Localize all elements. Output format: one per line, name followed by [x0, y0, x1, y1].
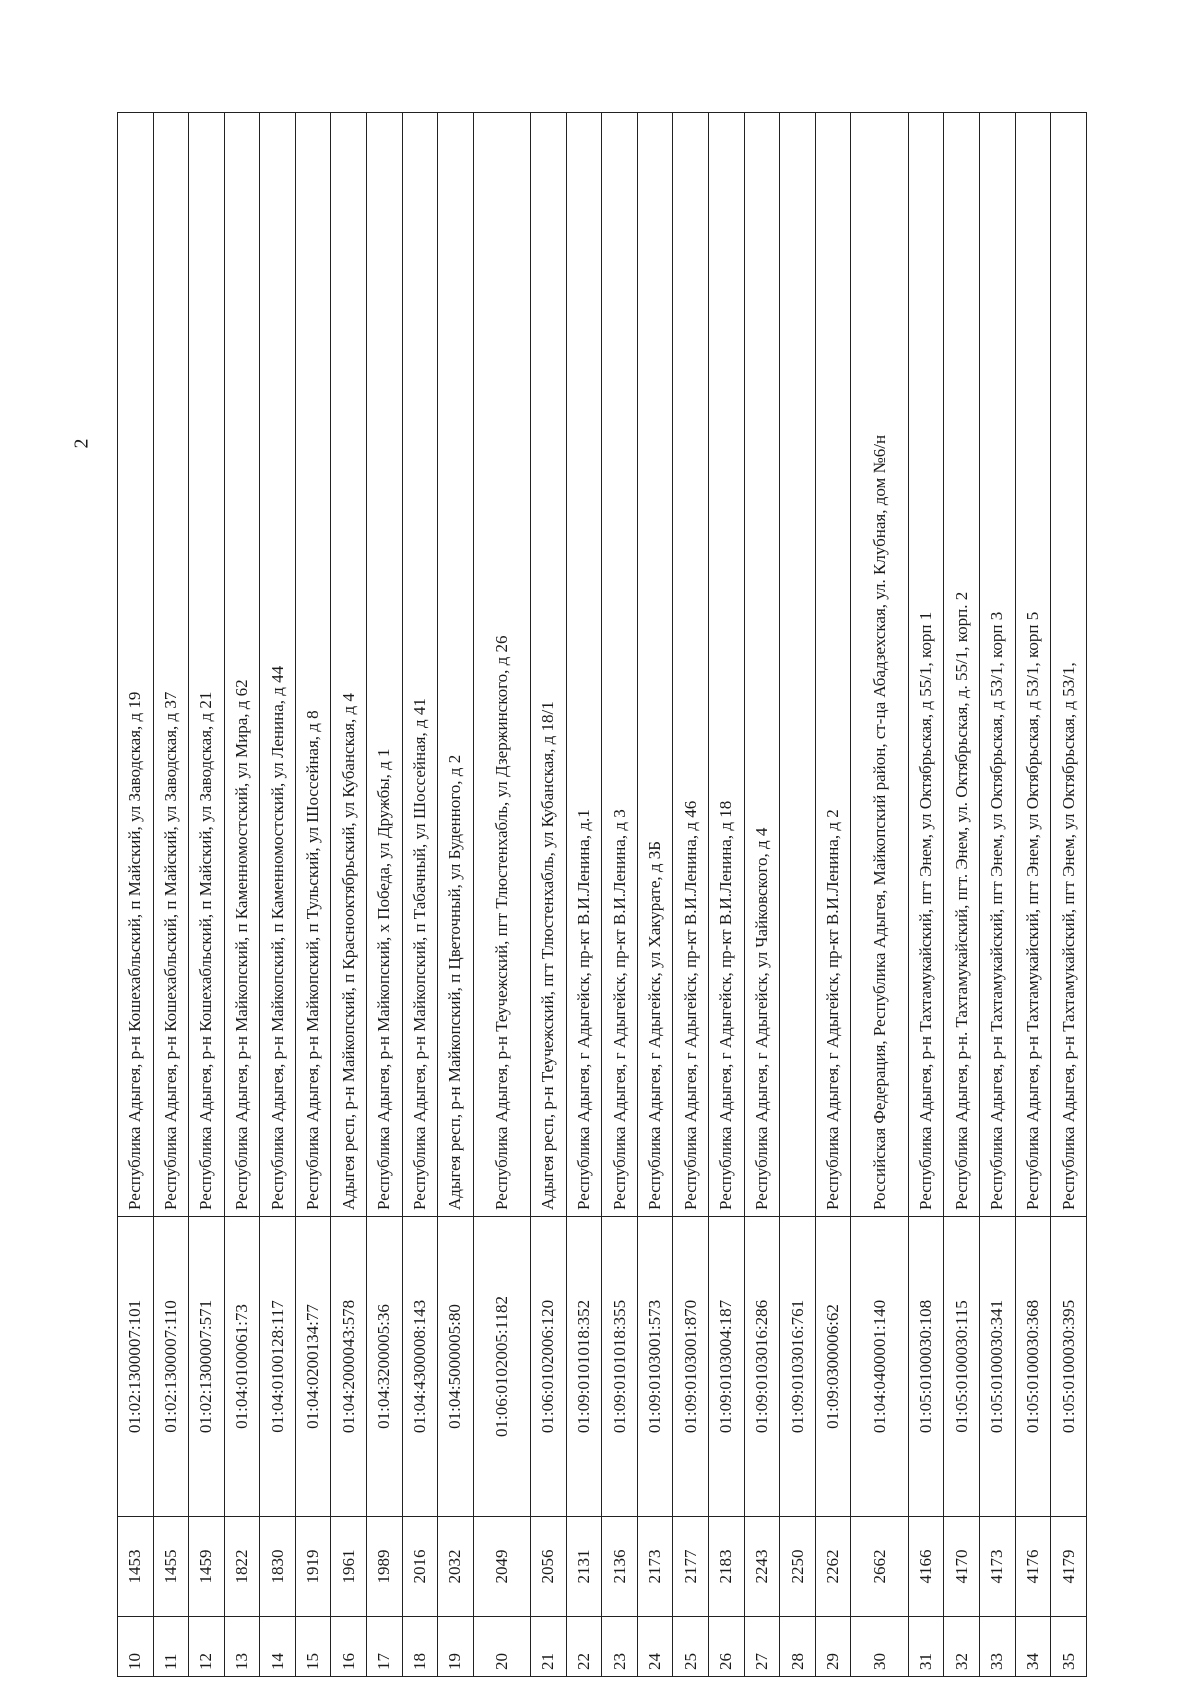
address-cell: Республика Адыгея, г Адыгейск, пр-кт В.И.Ленина, д.1: [566, 113, 602, 1217]
object-code-cell: 4166: [908, 1517, 944, 1617]
cadastral-number-cell: 01:05:0100030:341: [979, 1217, 1015, 1517]
object-code-cell: 2173: [637, 1517, 673, 1617]
object-code-cell: 2032: [438, 1517, 474, 1617]
row-number-cell: 24: [637, 1617, 673, 1677]
address-cell: Республика Адыгея, г Адыгейск, пр-кт В.И.Ленина, д 18: [709, 113, 745, 1217]
cadastral-number-cell: 01:04:4300008:143: [402, 1217, 438, 1517]
object-code-cell: 4170: [944, 1517, 980, 1617]
row-number-cell: 33: [979, 1617, 1015, 1677]
table-row: [153, 113, 189, 1677]
cadastral-number-cell: 01:04:2000043:578: [331, 1217, 367, 1517]
cadastral-number-cell: 01:02:1300007:101: [118, 1217, 154, 1517]
cadastral-number-cell: 01:04:0400001:140: [851, 1217, 908, 1517]
address-cell: Республика Адыгея, р-н Майкопский, х Победа, ул Дружбы, д 1: [367, 113, 403, 1217]
table-row: [637, 113, 673, 1677]
address-cell: Республика Адыгея, р-н Кошехабльский, п Майский, ул Заводская, д 19: [118, 113, 154, 1217]
row-number-cell: 32: [944, 1617, 980, 1677]
table-row: [402, 113, 438, 1677]
row-number-cell: 18: [402, 1617, 438, 1677]
object-code-cell: 1455: [153, 1517, 189, 1617]
object-code-cell: 1822: [224, 1517, 260, 1617]
row-number-cell: 30: [851, 1617, 908, 1677]
row-number-cell: 14: [260, 1617, 296, 1677]
rotated-table-frame: [117, 113, 1087, 1677]
table-row: [531, 113, 567, 1677]
object-code-cell: 2056: [531, 1517, 567, 1617]
object-code-cell: 2250: [780, 1517, 816, 1617]
address-cell: Республика Адыгея, г Адыгейск, пр-кт В.И.Ленина, д 3: [602, 113, 638, 1217]
table-row: [1051, 113, 1087, 1677]
cadastral-number-cell: 01:04:0200134:77: [295, 1217, 331, 1517]
row-number-cell: 27: [744, 1617, 780, 1677]
object-code-cell: 2136: [602, 1517, 638, 1617]
address-cell: Республика Адыгея, г Адыгейск, пр-кт В.И.Ленина, д 46: [673, 113, 709, 1217]
row-number-cell: 16: [331, 1617, 367, 1677]
row-number-cell: 35: [1051, 1617, 1087, 1677]
object-code-cell: 2131: [566, 1517, 602, 1617]
cadastral-number-cell: 01:04:0100128:117: [260, 1217, 296, 1517]
row-number-cell: 29: [815, 1617, 851, 1677]
table-row: [709, 113, 745, 1677]
cadastral-number-cell: 01:09:0103001:573: [637, 1217, 673, 1517]
address-cell: Республика Адыгея, р-н Кошехабльский, п Майский, ул Заводская, д 37: [153, 113, 189, 1217]
row-number-cell: 12: [189, 1617, 225, 1677]
row-number-cell: 11: [153, 1617, 189, 1677]
table-row: [908, 113, 944, 1677]
table-row: [1015, 113, 1051, 1677]
object-code-cell: 1919: [295, 1517, 331, 1617]
object-code-cell: 2183: [709, 1517, 745, 1617]
row-number-cell: 23: [602, 1617, 638, 1677]
row-number-cell: 19: [438, 1617, 474, 1677]
row-number-cell: 13: [224, 1617, 260, 1677]
object-code-cell: 2262: [815, 1517, 851, 1617]
cadastral-number-cell: 01:06:0102005:1182: [473, 1217, 530, 1517]
object-code-cell: 1989: [367, 1517, 403, 1617]
address-cell: Республика Адыгея, р-н Тахтамукайский, пгт Энем, ул Октябрьская, д 55/1, корп 1: [908, 113, 944, 1217]
table-row: [815, 113, 851, 1677]
address-cell: Адыгея респ, р-н Майкопский, п Краснооктябрьский, ул Кубанская, д 4: [331, 113, 367, 1217]
cadastral-number-cell: 01:04:5000005:80: [438, 1217, 474, 1517]
object-code-cell: 1453: [118, 1517, 154, 1617]
address-cell: Российская Федерация, Республика Адыгея, Майкопский район, ст-ца Абадзехская, ул. Клубная, дом №6/н: [851, 113, 908, 1217]
row-number-cell: 15: [295, 1617, 331, 1677]
address-cell: Республика Адыгея, р-н Тахтамукайский, пгт Энем, ул Октябрьская, д 53/1, корп 3: [979, 113, 1015, 1217]
address-cell: Республика Адыгея, р-н Тахтамукайский, пгт Энем, ул Октябрьская, д 53/1, корп 5: [1015, 113, 1051, 1217]
property-table: [117, 112, 1087, 1677]
cadastral-number-cell: 01:09:0300006:62: [815, 1217, 851, 1517]
object-code-cell: 1459: [189, 1517, 225, 1617]
address-cell: Республика Адыгея, р-н Майкопский, п Тульский, ул Шоссейная, д 8: [295, 113, 331, 1217]
address-cell: Адыгея респ, р-н Теучежский, пгт Тлюстенхабль, ул Кубанская, д 18/1: [531, 113, 567, 1217]
cadastral-number-cell: 01:05:0100030:108: [908, 1217, 944, 1517]
object-code-cell: 2243: [744, 1517, 780, 1617]
table-row: [944, 113, 980, 1677]
table-row: [295, 113, 331, 1677]
address-cell: Республика Адыгея, р-н Майкопский, п Табачный, ул Шоссейная, д 41: [402, 113, 438, 1217]
row-number-cell: 34: [1015, 1617, 1051, 1677]
table-row: [780, 113, 816, 1677]
cadastral-number-cell: 01:09:0101018:352: [566, 1217, 602, 1517]
address-cell: Республика Адыгея, р-н Кошехабльский, п Майский, ул Заводская, д 21: [189, 113, 225, 1217]
address-cell: Адыгея респ, р-н Майкопский, п Цветочный, ул Буденного, д 2: [438, 113, 474, 1217]
row-number-cell: 10: [118, 1617, 154, 1677]
address-cell: Республика Адыгея, г Адыгейск, ул Чайковского, д 4: [744, 113, 780, 1217]
address-cell: Республика Адыгея, р-н Теучежский, пгт Тлюстенхабль, ул Дзержинского, д 26: [473, 113, 530, 1217]
address-cell: Республика Адыгея, р-н. Тахтамукайский, пгт. Энем, ул. Октябрьская, д. 55/1, корп. 2: [944, 113, 980, 1217]
cadastral-number-cell: 01:04:0100061:73: [224, 1217, 260, 1517]
table-row: [438, 113, 474, 1677]
table-row: [602, 113, 638, 1677]
object-code-cell: 2177: [673, 1517, 709, 1617]
cadastral-number-cell: 01:09:0103004:187: [709, 1217, 745, 1517]
row-number-cell: 17: [367, 1617, 403, 1677]
row-number-cell: 26: [709, 1617, 745, 1677]
cadastral-number-cell: 01:05:0100030:368: [1015, 1217, 1051, 1517]
table-row: [367, 113, 403, 1677]
table-row: [979, 113, 1015, 1677]
table-row: [224, 113, 260, 1677]
object-code-cell: 2016: [402, 1517, 438, 1617]
row-number-cell: 25: [673, 1617, 709, 1677]
object-code-cell: 2049: [473, 1517, 530, 1617]
row-number-cell: 21: [531, 1617, 567, 1677]
table-row: [189, 113, 225, 1677]
table-row: [566, 113, 602, 1677]
object-code-cell: 1961: [331, 1517, 367, 1617]
address-cell: Республика Адыгея, г Адыгейск, ул Хакурате, д 3Б: [637, 113, 673, 1217]
table-row: [260, 113, 296, 1677]
object-code-cell: 4173: [979, 1517, 1015, 1617]
cadastral-number-cell: 01:09:0103001:870: [673, 1217, 709, 1517]
row-number-cell: 20: [473, 1617, 530, 1677]
cadastral-number-cell: 01:06:0102006:120: [531, 1217, 567, 1517]
row-number-cell: 22: [566, 1617, 602, 1677]
table-row: [331, 113, 367, 1677]
property-table-body: [118, 113, 1087, 1677]
address-cell: Республика Адыгея, р-н Тахтамукайский, пгт Энем, ул Октябрьская, д 53/1,: [1051, 113, 1087, 1217]
object-code-cell: 4179: [1051, 1517, 1087, 1617]
cadastral-number-cell: 01:04:3200005:36: [367, 1217, 403, 1517]
cadastral-number-cell: 01:05:0100030:395: [1051, 1217, 1087, 1517]
table-row: [744, 113, 780, 1677]
address-cell: [780, 113, 816, 1217]
row-number-cell: 28: [780, 1617, 816, 1677]
table-row: [851, 113, 908, 1677]
cadastral-number-cell: 01:09:0103016:761: [780, 1217, 816, 1517]
object-code-cell: 2662: [851, 1517, 908, 1617]
cadastral-number-cell: 01:02:1300007:571: [189, 1217, 225, 1517]
page-number: 2: [70, 438, 93, 449]
cadastral-number-cell: 01:05:0100030:115: [944, 1217, 980, 1517]
cadastral-number-cell: 01:02:1300007:110: [153, 1217, 189, 1517]
object-code-cell: 1830: [260, 1517, 296, 1617]
cadastral-number-cell: 01:09:0101018:355: [602, 1217, 638, 1517]
table-row: [473, 113, 530, 1677]
table-row: [673, 113, 709, 1677]
address-cell: Республика Адыгея, р-н Майкопский, п Каменномостский, ул Ленина, д 44: [260, 113, 296, 1217]
address-cell: Республика Адыгея, р-н Майкопский, п Каменномостский, ул Мира, д 62: [224, 113, 260, 1217]
table-row: [118, 113, 154, 1677]
cadastral-number-cell: 01:09:0103016:286: [744, 1217, 780, 1517]
address-cell: Республика Адыгея, г Адыгейск, пр-кт В.И.Ленина, д 2: [815, 113, 851, 1217]
object-code-cell: 4176: [1015, 1517, 1051, 1617]
row-number-cell: 31: [908, 1617, 944, 1677]
